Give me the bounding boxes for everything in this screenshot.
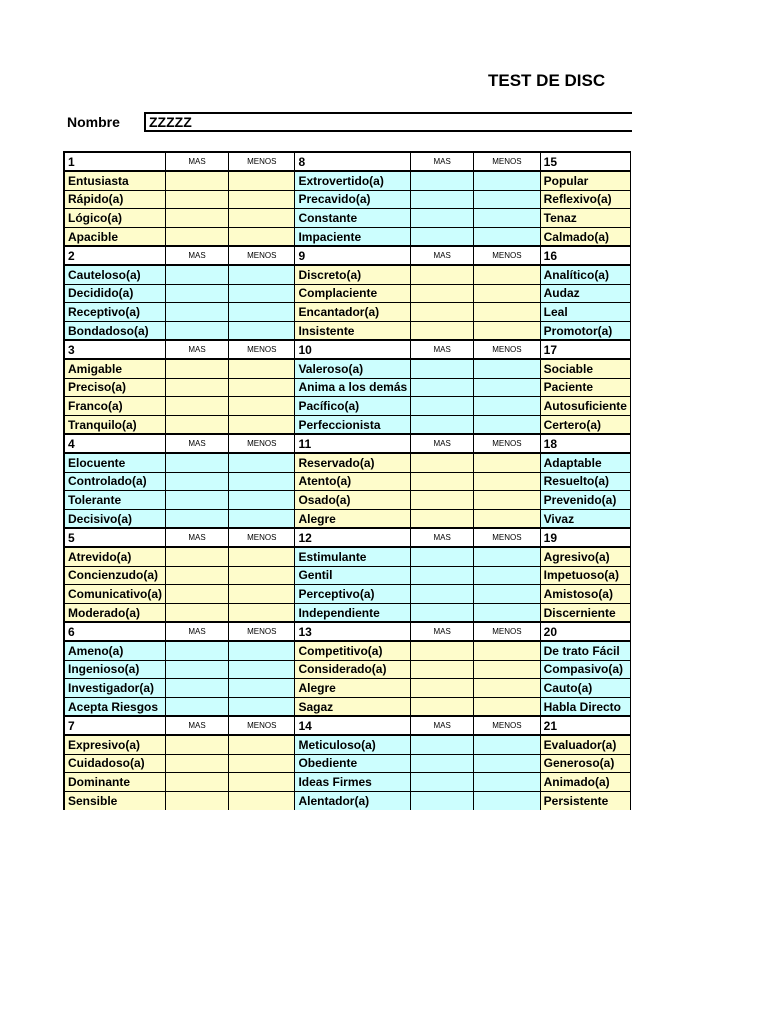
mas-answer-cell[interactable] [411,303,474,322]
word-cell: Tenaz [540,209,630,228]
word-cell: Resuelto(a) [540,472,630,491]
mas-header: MAS [166,434,229,453]
menos-answer-cell[interactable] [474,604,540,623]
word-cell: Ingenioso(a) [65,660,166,679]
mas-answer-cell[interactable] [166,378,229,397]
mas-answer-cell[interactable] [166,510,229,529]
word-cell: Lógico(a) [65,209,166,228]
menos-answer-cell[interactable] [229,359,295,378]
group-number: 4 [65,434,166,453]
word-row [65,265,631,284]
word-cell: Insistente [295,322,411,341]
group-header-row [65,622,631,641]
mas-answer-cell[interactable] [166,660,229,679]
mas-answer-cell[interactable] [411,265,474,284]
word-cell: Anima a los demás [295,378,411,397]
menos-answer-cell[interactable] [474,190,540,209]
menos-answer-cell[interactable] [474,171,540,190]
word-cell: Reflexivo(a) [540,190,630,209]
word-cell: Promotor(a) [540,322,630,341]
word-row [65,510,631,529]
word-cell: Comunicativo(a) [65,585,166,604]
mas-answer-cell[interactable] [411,566,474,585]
menos-answer-cell[interactable] [229,604,295,623]
word-row [65,397,631,416]
word-cell: Considerado(a) [295,660,411,679]
word-cell: Habla Directo [540,698,630,717]
menos-answer-cell[interactable] [474,303,540,322]
word-cell: Tolerante [65,491,166,510]
mas-answer-cell[interactable] [166,566,229,585]
menos-answer-cell[interactable] [474,416,540,435]
word-cell: Gentil [295,566,411,585]
word-row [65,453,631,472]
word-cell: Independiente [295,604,411,623]
word-cell: Moderado(a) [65,604,166,623]
word-cell: Receptivo(a) [65,303,166,322]
mas-answer-cell[interactable] [166,359,229,378]
group-header-row [65,528,631,547]
group-number: 10 [295,340,411,359]
word-cell: Evaluador(a) [540,735,630,754]
word-cell: Paciente [540,378,630,397]
mas-answer-cell[interactable] [166,453,229,472]
menos-answer-cell[interactable] [474,510,540,529]
group-header-row [65,716,631,735]
menos-answer-cell[interactable] [229,510,295,529]
menos-answer-cell[interactable] [474,284,540,303]
word-cell: Persistente [540,792,630,810]
menos-answer-cell[interactable] [229,698,295,717]
group-number: 7 [65,716,166,735]
menos-answer-cell[interactable] [229,641,295,660]
menos-header: MENOS [474,528,540,547]
word-cell: Dominante [65,773,166,792]
menos-answer-cell[interactable] [474,228,540,247]
mas-answer-cell[interactable] [166,322,229,341]
menos-answer-cell[interactable] [229,660,295,679]
word-cell: Ideas Firmes [295,773,411,792]
mas-answer-cell[interactable] [411,547,474,566]
menos-header: MENOS [474,434,540,453]
word-cell: Decidido(a) [65,284,166,303]
mas-answer-cell[interactable] [166,397,229,416]
mas-answer-cell[interactable] [166,303,229,322]
menos-answer-cell[interactable] [229,416,295,435]
group-number: 1 [65,153,166,172]
word-cell: Amigable [65,359,166,378]
word-cell: Competitivo(a) [295,641,411,660]
menos-header: MENOS [229,622,295,641]
menos-answer-cell[interactable] [474,641,540,660]
mas-answer-cell[interactable] [411,378,474,397]
menos-answer-cell[interactable] [229,284,295,303]
menos-answer-cell[interactable] [474,472,540,491]
group-header-row [65,153,631,172]
mas-answer-cell[interactable] [166,773,229,792]
menos-answer-cell[interactable] [229,265,295,284]
word-row [65,773,631,792]
mas-answer-cell[interactable] [411,209,474,228]
mas-answer-cell[interactable] [166,209,229,228]
word-row [65,303,631,322]
word-cell: Encantador(a) [295,303,411,322]
menos-answer-cell[interactable] [229,171,295,190]
mas-header: MAS [166,622,229,641]
menos-answer-cell[interactable] [229,773,295,792]
group-number: 6 [65,622,166,641]
word-cell: Decisivo(a) [65,510,166,529]
menos-header: MENOS [474,246,540,265]
menos-answer-cell[interactable] [229,472,295,491]
mas-answer-cell[interactable] [166,228,229,247]
menos-answer-cell[interactable] [474,453,540,472]
word-row [65,491,631,510]
word-cell: Expresivo(a) [65,735,166,754]
word-cell: Franco(a) [65,397,166,416]
word-cell: Agresivo(a) [540,547,630,566]
name-field[interactable]: ZZZZZ [144,112,632,132]
group-number: 19 [540,528,630,547]
mas-answer-cell[interactable] [411,190,474,209]
word-row [65,754,631,773]
mas-header: MAS [411,622,474,641]
word-cell: Analítico(a) [540,265,630,284]
word-cell: Preciso(a) [65,378,166,397]
group-number: 3 [65,340,166,359]
word-cell: Discerniente [540,604,630,623]
mas-answer-cell[interactable] [166,171,229,190]
word-row [65,792,631,810]
menos-answer-cell[interactable] [229,547,295,566]
word-row [65,359,631,378]
group-number: 15 [540,153,630,172]
word-row [65,171,631,190]
menos-answer-cell[interactable] [229,585,295,604]
word-cell: Certero(a) [540,416,630,435]
menos-answer-cell[interactable] [474,265,540,284]
mas-answer-cell[interactable] [166,472,229,491]
group-number: 21 [540,716,630,735]
menos-answer-cell[interactable] [229,190,295,209]
word-cell: Cauto(a) [540,679,630,698]
menos-answer-cell[interactable] [229,453,295,472]
word-cell: Prevenido(a) [540,491,630,510]
menos-answer-cell[interactable] [474,209,540,228]
group-header-row [65,246,631,265]
word-row [65,322,631,341]
group-number: 14 [295,716,411,735]
mas-answer-cell[interactable] [411,491,474,510]
group-number: 5 [65,528,166,547]
mas-header: MAS [166,528,229,547]
mas-answer-cell[interactable] [166,735,229,754]
mas-answer-cell[interactable] [411,472,474,491]
mas-answer-cell[interactable] [411,735,474,754]
name-label: Nombre [67,114,120,130]
mas-header: MAS [411,716,474,735]
word-cell: Elocuente [65,453,166,472]
word-cell: Calmado(a) [540,228,630,247]
mas-answer-cell[interactable] [411,641,474,660]
mas-answer-cell[interactable] [411,510,474,529]
group-number: 18 [540,434,630,453]
word-row [65,641,631,660]
word-cell: Popular [540,171,630,190]
word-cell: Tranquilo(a) [65,416,166,435]
mas-header: MAS [166,716,229,735]
word-cell: Apacible [65,228,166,247]
menos-answer-cell[interactable] [474,566,540,585]
mas-answer-cell[interactable] [166,641,229,660]
group-number: 2 [65,246,166,265]
menos-answer-cell[interactable] [474,735,540,754]
mas-header: MAS [166,153,229,172]
word-row [65,416,631,435]
word-cell: Valeroso(a) [295,359,411,378]
word-cell: Sociable [540,359,630,378]
menos-answer-cell[interactable] [474,679,540,698]
word-cell: Constante [295,209,411,228]
mas-answer-cell[interactable] [411,660,474,679]
menos-answer-cell[interactable] [229,228,295,247]
word-cell: Reservado(a) [295,453,411,472]
word-row [65,735,631,754]
group-number: 20 [540,622,630,641]
word-cell: Leal [540,303,630,322]
mas-answer-cell[interactable] [166,604,229,623]
mas-answer-cell[interactable] [411,171,474,190]
menos-answer-cell[interactable] [474,585,540,604]
mas-answer-cell[interactable] [166,679,229,698]
group-number: 9 [295,246,411,265]
word-cell: Bondadoso(a) [65,322,166,341]
word-cell: Rápido(a) [65,190,166,209]
mas-answer-cell[interactable] [166,491,229,510]
word-cell: Perfeccionista [295,416,411,435]
word-cell: Entusiasta [65,171,166,190]
menos-header: MENOS [474,340,540,359]
mas-answer-cell[interactable] [411,416,474,435]
word-cell: De trato Fácil [540,641,630,660]
word-cell: Cauteloso(a) [65,265,166,284]
mas-answer-cell[interactable] [166,698,229,717]
menos-answer-cell[interactable] [229,754,295,773]
menos-answer-cell[interactable] [474,773,540,792]
mas-answer-cell[interactable] [411,773,474,792]
menos-header: MENOS [229,528,295,547]
menos-header: MENOS [229,716,295,735]
menos-header: MENOS [229,340,295,359]
menos-answer-cell[interactable] [474,378,540,397]
word-cell: Obediente [295,754,411,773]
word-cell: Alegre [295,510,411,529]
menos-answer-cell[interactable] [229,397,295,416]
mas-answer-cell[interactable] [411,792,474,810]
word-row [65,547,631,566]
menos-answer-cell[interactable] [229,792,295,810]
mas-answer-cell[interactable] [166,265,229,284]
mas-header: MAS [411,528,474,547]
mas-answer-cell[interactable] [411,585,474,604]
menos-answer-cell[interactable] [229,735,295,754]
word-cell: Ameno(a) [65,641,166,660]
word-cell: Audaz [540,284,630,303]
word-row [65,698,631,717]
mas-answer-cell[interactable] [411,397,474,416]
group-header-row [65,434,631,453]
menos-answer-cell[interactable] [229,679,295,698]
disc-sheet [63,151,631,810]
mas-answer-cell[interactable] [411,228,474,247]
mas-answer-cell[interactable] [411,679,474,698]
word-cell: Generoso(a) [540,754,630,773]
word-cell: Perceptivo(a) [295,585,411,604]
word-cell: Atento(a) [295,472,411,491]
mas-answer-cell[interactable] [166,547,229,566]
menos-answer-cell[interactable] [474,698,540,717]
menos-answer-cell[interactable] [474,792,540,810]
word-cell: Extrovertido(a) [295,171,411,190]
word-cell: Sagaz [295,698,411,717]
word-cell: Concienzudo(a) [65,566,166,585]
group-number: 12 [295,528,411,547]
mas-answer-cell[interactable] [411,453,474,472]
word-cell: Meticuloso(a) [295,735,411,754]
word-row [65,604,631,623]
menos-header: MENOS [229,246,295,265]
group-header-row [65,340,631,359]
word-cell: Impaciente [295,228,411,247]
menos-header: MENOS [474,153,540,172]
disc-table [64,152,631,810]
word-cell: Adaptable [540,453,630,472]
menos-answer-cell[interactable] [229,322,295,341]
menos-answer-cell[interactable] [474,322,540,341]
word-cell: Investigador(a) [65,679,166,698]
word-cell: Vivaz [540,510,630,529]
menos-answer-cell[interactable] [474,754,540,773]
word-row [65,472,631,491]
word-row [65,660,631,679]
menos-header: MENOS [229,434,295,453]
group-number: 11 [295,434,411,453]
word-row [65,378,631,397]
word-cell: Osado(a) [295,491,411,510]
word-cell: Impetuoso(a) [540,566,630,585]
word-cell: Sensible [65,792,166,810]
mas-answer-cell[interactable] [411,698,474,717]
word-row [65,209,631,228]
page-title: TEST DE DISC [488,71,606,90]
mas-answer-cell[interactable] [166,754,229,773]
menos-answer-cell[interactable] [229,491,295,510]
word-cell: Animado(a) [540,773,630,792]
mas-answer-cell[interactable] [166,190,229,209]
word-row [65,585,631,604]
mas-answer-cell[interactable] [411,322,474,341]
mas-answer-cell[interactable] [166,792,229,810]
menos-answer-cell[interactable] [229,566,295,585]
word-row [65,228,631,247]
word-cell: Compasivo(a) [540,660,630,679]
mas-answer-cell[interactable] [166,416,229,435]
word-cell: Autosuficiente [540,397,630,416]
mas-answer-cell[interactable] [411,284,474,303]
mas-answer-cell[interactable] [166,585,229,604]
word-cell: Discreto(a) [295,265,411,284]
group-number: 16 [540,246,630,265]
word-row [65,284,631,303]
menos-header: MENOS [229,153,295,172]
word-cell: Controlado(a) [65,472,166,491]
group-number: 17 [540,340,630,359]
word-cell: Cuidadoso(a) [65,754,166,773]
group-number: 8 [295,153,411,172]
menos-header: MENOS [474,622,540,641]
word-cell: Alentador(a) [295,792,411,810]
mas-answer-cell[interactable] [411,359,474,378]
word-cell: Complaciente [295,284,411,303]
mas-header: MAS [166,246,229,265]
word-cell: Atrevido(a) [65,547,166,566]
menos-answer-cell[interactable] [474,359,540,378]
word-cell: Pacífico(a) [295,397,411,416]
menos-answer-cell[interactable] [474,491,540,510]
menos-answer-cell[interactable] [229,209,295,228]
group-number: 13 [295,622,411,641]
mas-answer-cell[interactable] [411,754,474,773]
word-cell: Alegre [295,679,411,698]
menos-header: MENOS [474,716,540,735]
mas-answer-cell[interactable] [166,284,229,303]
mas-header: MAS [411,434,474,453]
menos-answer-cell[interactable] [474,660,540,679]
mas-answer-cell[interactable] [411,604,474,623]
menos-answer-cell[interactable] [229,303,295,322]
word-cell: Estimulante [295,547,411,566]
word-cell: Amistoso(a) [540,585,630,604]
mas-header: MAS [411,153,474,172]
word-cell: Acepta Riesgos [65,698,166,717]
mas-header: MAS [411,340,474,359]
word-row [65,566,631,585]
word-cell: Precavido(a) [295,190,411,209]
mas-header: MAS [166,340,229,359]
word-row [65,679,631,698]
menos-answer-cell[interactable] [474,397,540,416]
word-row [65,190,631,209]
menos-answer-cell[interactable] [474,547,540,566]
menos-answer-cell[interactable] [229,378,295,397]
mas-header: MAS [411,246,474,265]
